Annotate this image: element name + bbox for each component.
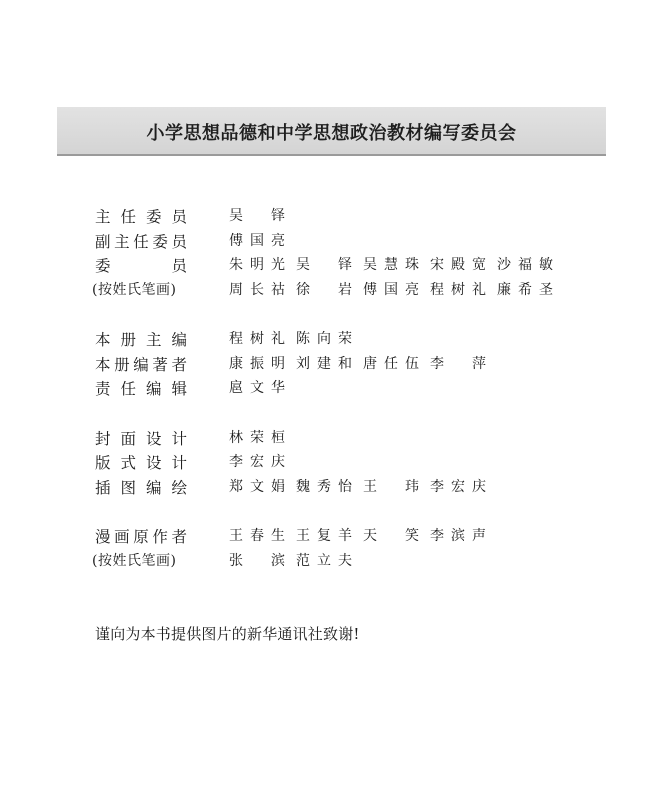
person-name: 王复羊 [296, 528, 352, 544]
name-list [229, 254, 553, 274]
design-group [95, 427, 553, 501]
person-name: 宋殿宽 [430, 257, 486, 273]
person-name: 吴慧珠 [363, 257, 419, 273]
credit-row [92, 550, 553, 575]
credits-roster [92, 205, 553, 599]
person-name: 傅国亮 [229, 232, 285, 249]
person-name: 王 玮 [363, 478, 419, 495]
person-name: 李滨声 [430, 528, 486, 544]
role-label: 本册主编 [95, 331, 187, 349]
role-label: 版式设计 [95, 454, 187, 472]
person-name: 沙福敏 [497, 257, 553, 273]
role-label: 本册编著者 [95, 355, 187, 374]
role-label: 主任委员 [95, 208, 187, 226]
person-name: 李 萍 [430, 355, 486, 372]
committee-title: 小学思想品德和中学思想政治教材编写委员会 [146, 123, 517, 144]
name-list [229, 451, 285, 471]
person-name: 朱明光 [229, 257, 285, 273]
cartoon-group [92, 525, 553, 574]
name-list [229, 328, 352, 348]
person-name: 李宏庆 [430, 478, 486, 495]
person-name: 吴 铎 [229, 208, 285, 224]
credit-row [92, 279, 553, 304]
person-name: 郑文娟 [229, 478, 285, 495]
name-list [229, 279, 553, 299]
role-label: 插图编绘 [95, 478, 187, 497]
name-list [229, 525, 486, 545]
person-name: 林荣桓 [229, 429, 285, 446]
name-list [229, 205, 285, 225]
editors-group [95, 328, 553, 402]
person-name: 唐任伍 [363, 355, 419, 372]
credit-row [95, 230, 553, 255]
credit-row [95, 476, 553, 501]
role-label: 封面设计 [95, 429, 187, 448]
role-label: 副主任委员 [95, 232, 187, 251]
name-list [229, 550, 352, 570]
credit-row [95, 254, 553, 279]
name-list [229, 476, 486, 496]
person-name: 扈文华 [229, 380, 285, 396]
person-name: 王春生 [229, 528, 285, 544]
person-name: 傅国亮 [363, 281, 419, 298]
person-name: 周长祜 [229, 281, 285, 298]
role-label: 委 员 [95, 257, 187, 275]
name-list [229, 230, 285, 250]
person-name: 康振明 [229, 355, 285, 372]
role-label: 责任编辑 [95, 380, 187, 398]
role-label: 漫画原作者 [95, 528, 187, 546]
name-list [229, 353, 486, 373]
person-name: 魏秀怡 [296, 478, 352, 495]
credit-row [95, 427, 553, 452]
person-name: 天 笑 [363, 528, 419, 544]
ordering-note: (按姓氏笔画) [92, 552, 177, 569]
person-name: 张 滨 [229, 552, 285, 569]
committee-banner [57, 107, 606, 156]
person-name: 廉希圣 [497, 281, 553, 298]
acknowledgement-text: 谨向为本书提供图片的新华通讯社致谢! [95, 625, 360, 643]
committee-group [92, 205, 553, 303]
credit-row [95, 353, 553, 378]
name-list [229, 427, 285, 447]
name-list [229, 377, 285, 397]
person-name: 李宏庆 [229, 454, 285, 470]
person-name: 徐 岩 [296, 281, 352, 298]
person-name: 陈向荣 [296, 331, 352, 347]
credit-row [95, 328, 553, 353]
credit-row [95, 451, 553, 476]
person-name: 范立夫 [296, 552, 352, 569]
person-name: 刘建和 [296, 355, 352, 372]
person-name: 程树礼 [229, 331, 285, 347]
ordering-note: (按姓氏笔画) [92, 281, 177, 298]
person-name: 吴 铎 [296, 257, 352, 273]
credit-row [95, 205, 553, 230]
credit-row [95, 525, 553, 550]
credit-row [95, 377, 553, 402]
person-name: 程树礼 [430, 281, 486, 298]
